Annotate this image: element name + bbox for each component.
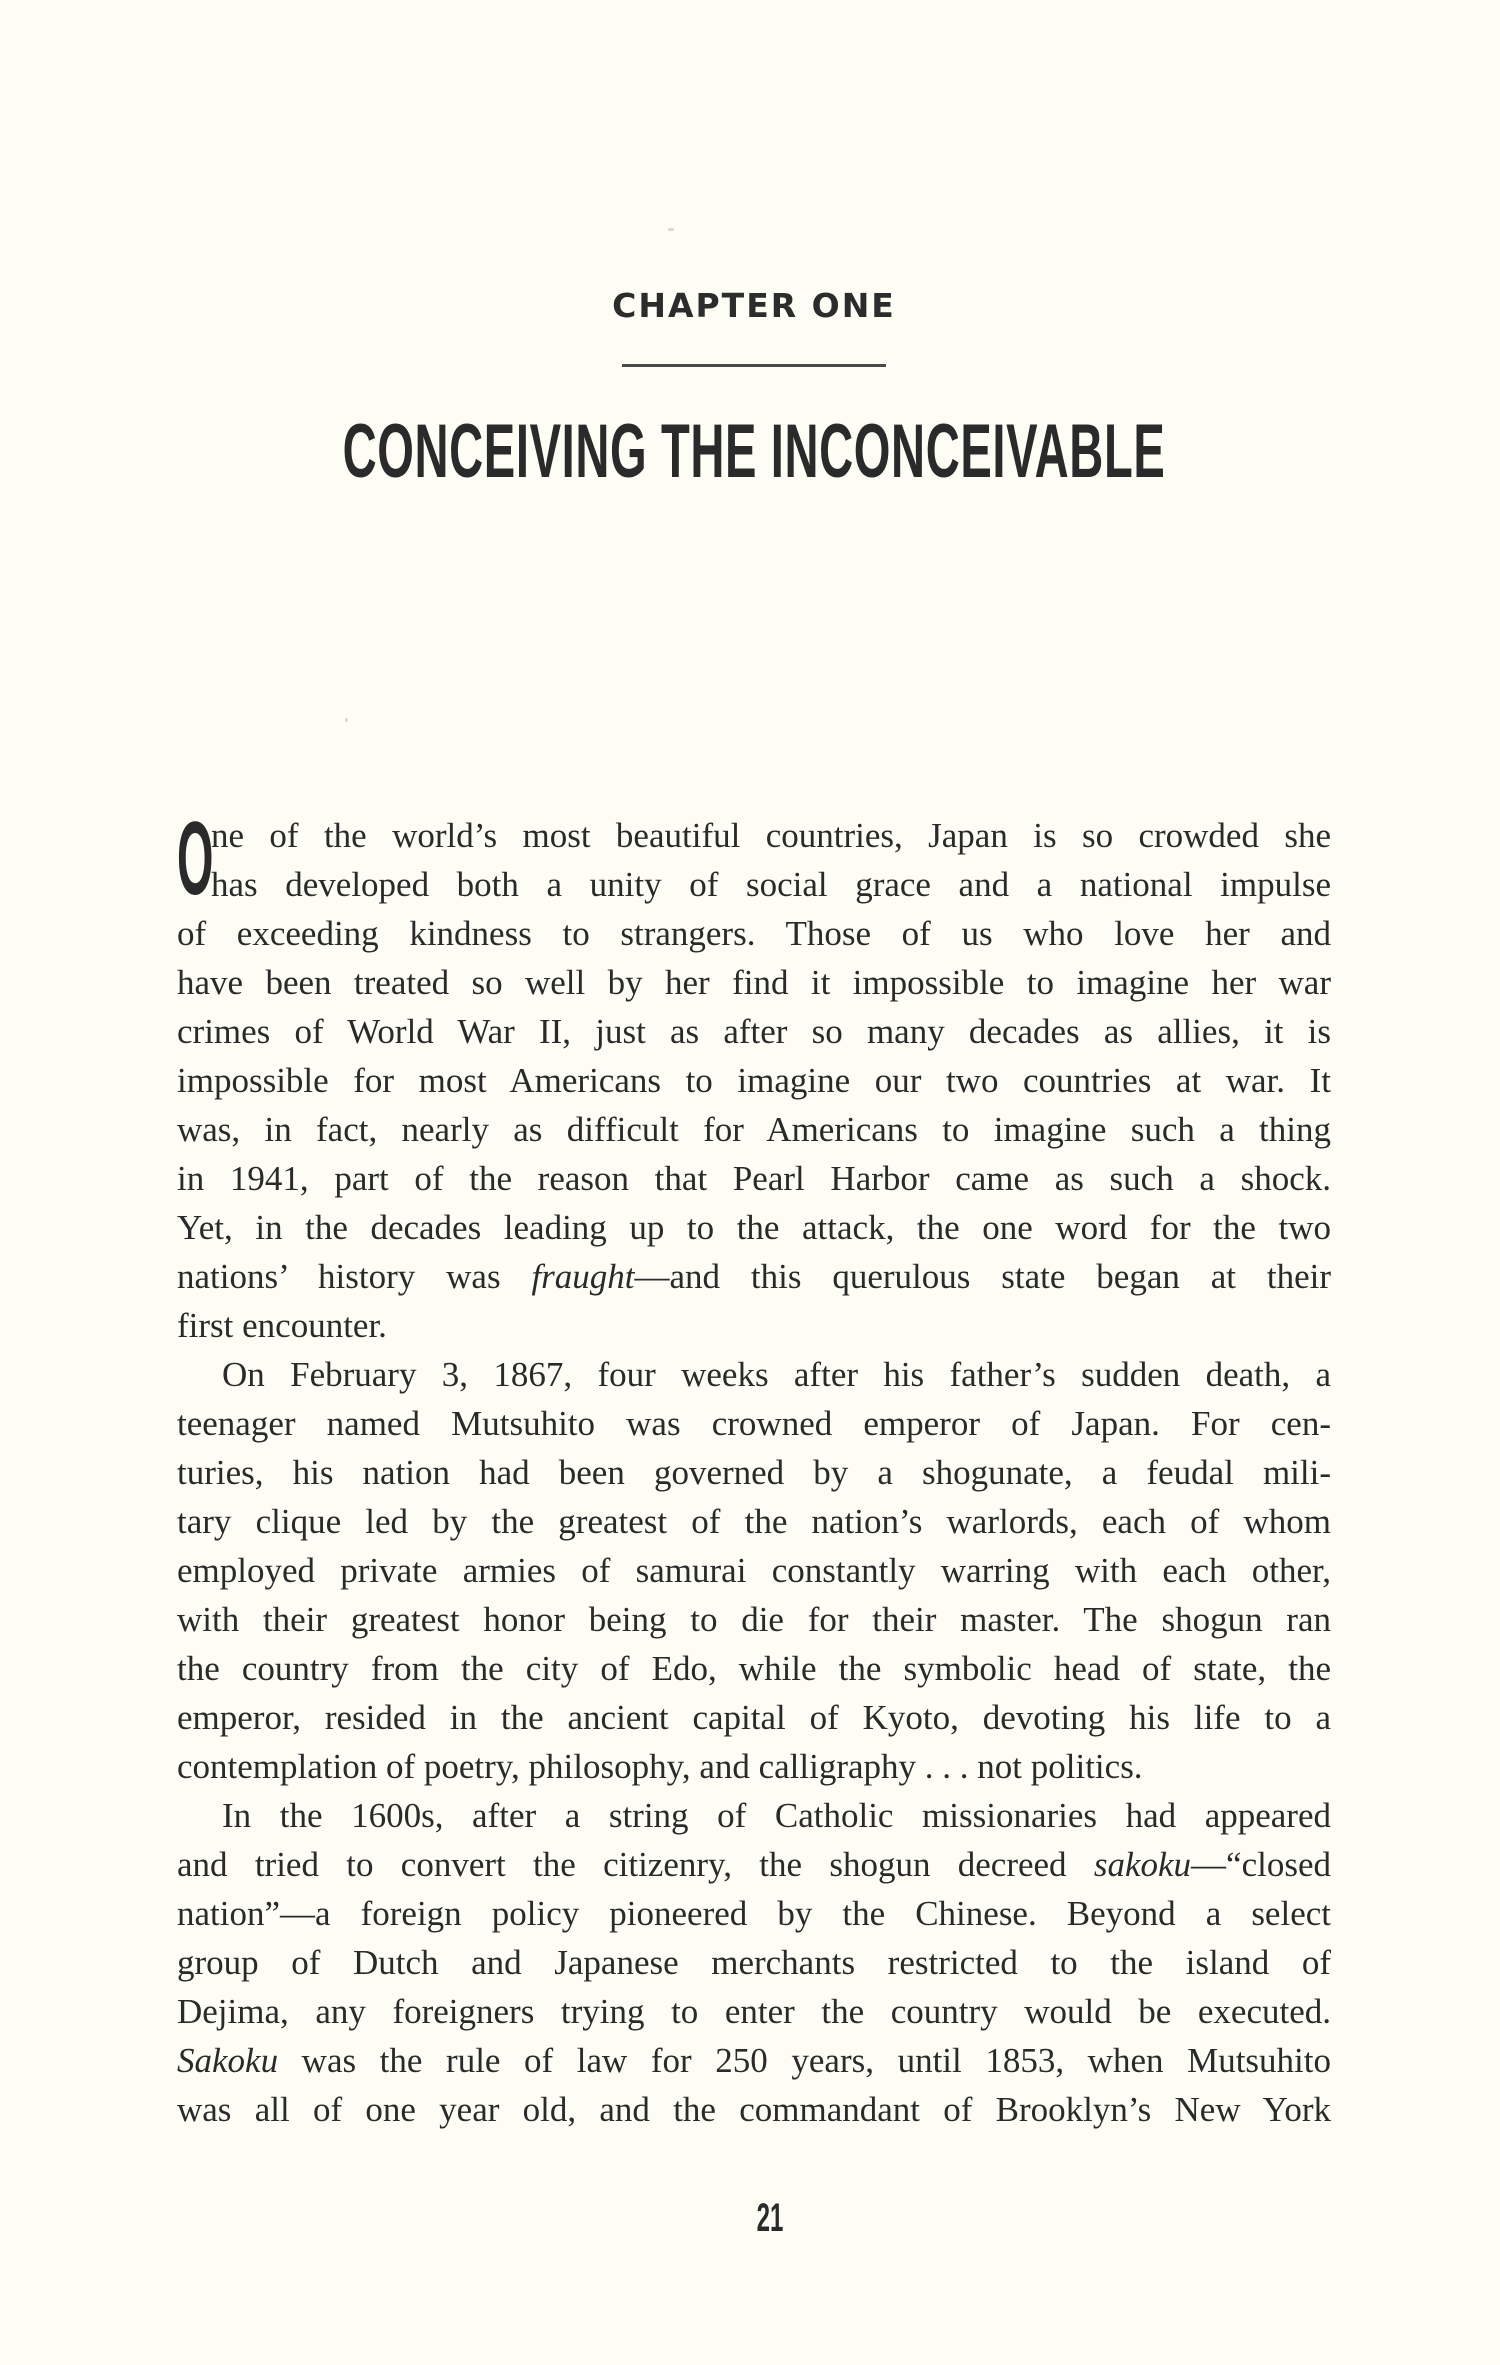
- text-line: Dejima, any foreigners trying to enter the country would be executed.: [177, 1992, 1331, 2031]
- text-line: first encounter.: [177, 1306, 387, 1345]
- text-run: and tried to convert the citizenry, the shogun decreed: [177, 1845, 1094, 1884]
- chapter-label: CHAPTER ONE: [612, 286, 896, 325]
- scan-speck: [345, 718, 348, 722]
- chapter-divider: [622, 364, 886, 367]
- text-line: of exceeding kindness to strangers. Those of us who love her and: [177, 914, 1331, 953]
- italic-term: sakoku: [1093, 1845, 1192, 1884]
- text-line: [177, 1252, 1331, 1301]
- text-line: group of Dutch and Japanese merchants restricted to the island of: [177, 1943, 1331, 1982]
- text-line: On February 3, 1867, four weeks after his father’s sudden death, a: [222, 1355, 1331, 1394]
- text-line: crimes of World War II, just as after so many decades as allies, it is: [177, 1012, 1331, 1051]
- text-line: contemplation of poetry, philosophy, and calligraphy . . . not politics.: [177, 1747, 1143, 1786]
- text-line: in 1941, part of the reason that Pearl Harbor came as such a shock.: [177, 1159, 1331, 1198]
- italic-term: Sakoku: [177, 2041, 279, 2080]
- text-line: has developed both a unity of social grace and a national impulse: [211, 865, 1331, 904]
- italic-term: fraught: [531, 1257, 635, 1296]
- text-run: —and this querulous state began at their: [634, 1257, 1331, 1296]
- text-line: with their greatest honor being to die for their master. The shogun ran: [177, 1600, 1331, 1639]
- text-line: In the 1600s, after a string of Catholic missionaries had appeared: [222, 1796, 1331, 1835]
- text-line: was all of one year old, and the commandant of Brooklyn’s New York: [177, 2090, 1331, 2129]
- text-run: —“closed: [1191, 1845, 1331, 1884]
- text-line: was, in fact, nearly as difficult for Americans to imagine such a thing: [177, 1110, 1331, 1149]
- text-run: was the rule of law for 250 years, until 1853, when Mutsuhito: [278, 2041, 1331, 2080]
- text-line: the country from the city of Edo, while the symbolic head of state, the: [177, 1649, 1331, 1688]
- text-line: have been treated so well by her find it impossible to imagine her war: [177, 963, 1331, 1002]
- text-line: Yet, in the decades leading up to the attack, the one word for the two: [177, 1208, 1331, 1247]
- text-line: [177, 2036, 1331, 2085]
- page-number: 21: [756, 2196, 784, 2240]
- text-line: emperor, resided in the ancient capital of Kyoto, devoting his life to a: [177, 1698, 1331, 1737]
- text-line: turies, his nation had been governed by a shogunate, a feudal mili-: [177, 1453, 1331, 1492]
- chapter-title: CONCEIVING THE INCONCEIVABLE: [342, 409, 1166, 494]
- text-line: nation”—a foreign policy pioneered by the Chinese. Beyond a select: [177, 1894, 1331, 1933]
- text-run: nations’ history was: [177, 1257, 532, 1296]
- drop-cap: O: [177, 801, 214, 917]
- text-line: impossible for most Americans to imagine our two countries at war. It: [177, 1061, 1331, 1100]
- text-line: tary clique led by the greatest of the nation’s warlords, each of whom: [177, 1502, 1331, 1541]
- text-line: ne of the world’s most beautiful countries, Japan is so crowded she: [211, 816, 1331, 855]
- text-line: teenager named Mutsuhito was crowned emperor of Japan. For cen-: [177, 1404, 1331, 1443]
- body-text: [177, 801, 1331, 2134]
- scan-speck: [668, 228, 674, 231]
- text-line: [177, 1840, 1331, 1889]
- text-line: employed private armies of samurai constantly warring with each other,: [177, 1551, 1331, 1590]
